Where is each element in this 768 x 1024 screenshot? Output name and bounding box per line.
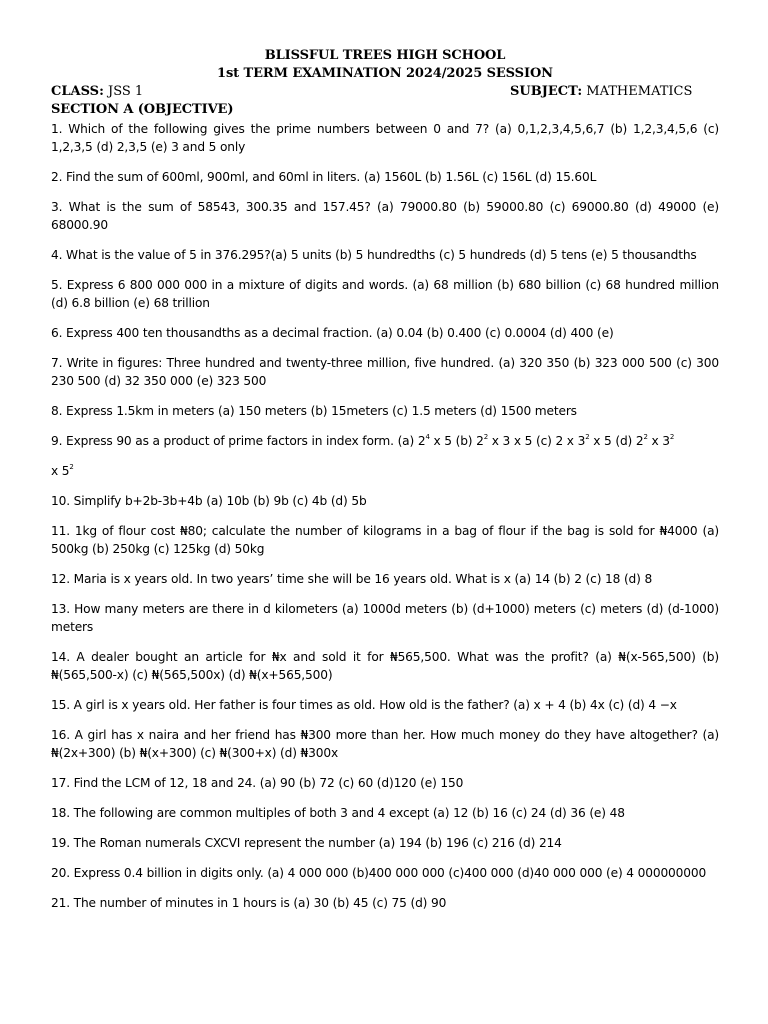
question-14: 14. A dealer bought an article for ₦x and sold it for ₦565,500. What was the profit? (a) ₦(x-565,500) (b) ₦(565,500-x) (c) ₦(565,500x) (d) ₦(x+565,500): [51, 650, 719, 682]
question-16: 16. A girl has x naira and her friend has ₦300 more than her. How much money do they have altogether? (a) ₦(2x+300) (b) ₦(x+300) (c) ₦(300+x) (d) ₦300x: [51, 728, 719, 760]
question-1: 1. Which of the following gives the prime numbers between 0 and 7? (a) 0,1,2,3,4,5,6,7 (b) 1,2,3,4,5,6 (c) 1,2,3,5 (d) 2,3,5 (e) 3 and 5 only: [51, 122, 719, 154]
question-17: 17. Find the LCM of 12, 18 and 24. (a) 90 (b) 72 (c) 60 (d)120 (e) 150: [51, 776, 464, 790]
question-3: 3. What is the sum of 58543, 300.35 and 157.45? (a) 79000.80 (b) 59000.80 (c) 69000.80 (d) 49000 (e) 68000.90: [51, 200, 719, 232]
question-18: 18. The following are common multiples of both 3 and 4 except (a) 12 (b) 16 (c) 24 (d) 36 (e) 48: [51, 806, 625, 820]
question-15: 15. A girl is x years old. Her father is four times as old. How old is the father? (a) x + 4 (b) 4x (c) (d) 4 −x: [51, 698, 677, 712]
exam-page: [51, 47, 719, 912]
question-9: 9. Express 90 as a product of prime factors in index form. (a) $2^4$ x 5 (b) $2^2$ x 3 x 5 (c) 2 x $3^2$ x 5 (d) $2^2$ x $3^2$: [51, 433, 675, 448]
question-10: 10. Simplify b+2b-3b+4b (a) 10b (b) 9b (c) 4b (d) 5b: [51, 494, 367, 508]
question-7: 7. Write in figures: Three hundred and twenty-three million, five hundred. (a) 320 350 (b) 323 000 500 (c) 300 230 500 (d) 32 350 000 (e) 323 500: [51, 356, 719, 388]
class-value: JSS 1: [103, 84, 144, 99]
school-name: BLISSFUL TREES HIGH SCHOOL: [264, 48, 506, 63]
question-19: 19. The Roman numerals CXCVI represent the number (a) 194 (b) 196 (c) 216 (d) 214: [51, 836, 562, 850]
subject-label: SUBJECT:: [510, 84, 583, 99]
question-12: 12. Maria is x years old. In two years’ time she will be 16 years old. What is x (a) 14 (b) 2 (c) 18 (d) 8: [51, 572, 653, 586]
question-6: 6. Express 400 ten thousandths as a decimal fraction. (a) 0.04 (b) 0.400 (c) 0.0004 (d) 400 (e): [51, 326, 614, 340]
question-5: 5. Express 6 800 000 000 in a mixture of digits and words. (a) 68 million (b) 680 billion (c) 68 hundred million (d) 6.8 billion (e) 68 trillion: [51, 278, 719, 310]
subject-value: MATHEMATICS: [582, 84, 693, 99]
question-20: 20. Express 0.4 billion in digits only. (a) 4 000 000 (b)400 000 000 (c)400 000 (d)40 000 000 (e) 4 000000000: [51, 866, 707, 880]
class-info: [51, 83, 143, 101]
question-4: 4. What is the value of 5 in 376.295?(a) 5 units (b) 5 hundredths (c) 5 hundreds (d) 5 tens (e) 5 thousandths: [51, 248, 697, 262]
question-13: 13. How many meters are there in d kilometers (a) 1000d meters (b) (d+1000) meters (c) meters (d) (d-1000) meters: [51, 602, 719, 634]
subject-info: [510, 83, 692, 101]
section-heading: SECTION A (OBJECTIVE): [51, 102, 234, 117]
question-11: 11. 1kg of flour cost ₦80; calculate the number of kilograms in a bag of flour if the bag is sold for ₦4000 (a) 500kg (b) 250kg (c) 125kg (d) 50kg: [51, 524, 719, 556]
question-21: 21. The number of minutes in 1 hours is (a) 30 (b) 45 (c) 75 (d) 90: [51, 896, 447, 910]
question-9-continued: x $5^2$: [51, 463, 74, 478]
question-2: 2. Find the sum of 600ml, 900ml, and 60ml in liters. (a) 1560L (b) 1.56L (c) 156L (d) 15.60L: [51, 170, 597, 184]
class-label: CLASS:: [51, 84, 104, 99]
class-subject-row: [51, 83, 719, 101]
exam-title: 1st TERM EXAMINATION 2024/2025 SESSION: [217, 66, 553, 81]
question-8: 8. Express 1.5km in meters (a) 150 meters (b) 15meters (c) 1.5 meters (d) 1500 meters: [51, 404, 577, 418]
